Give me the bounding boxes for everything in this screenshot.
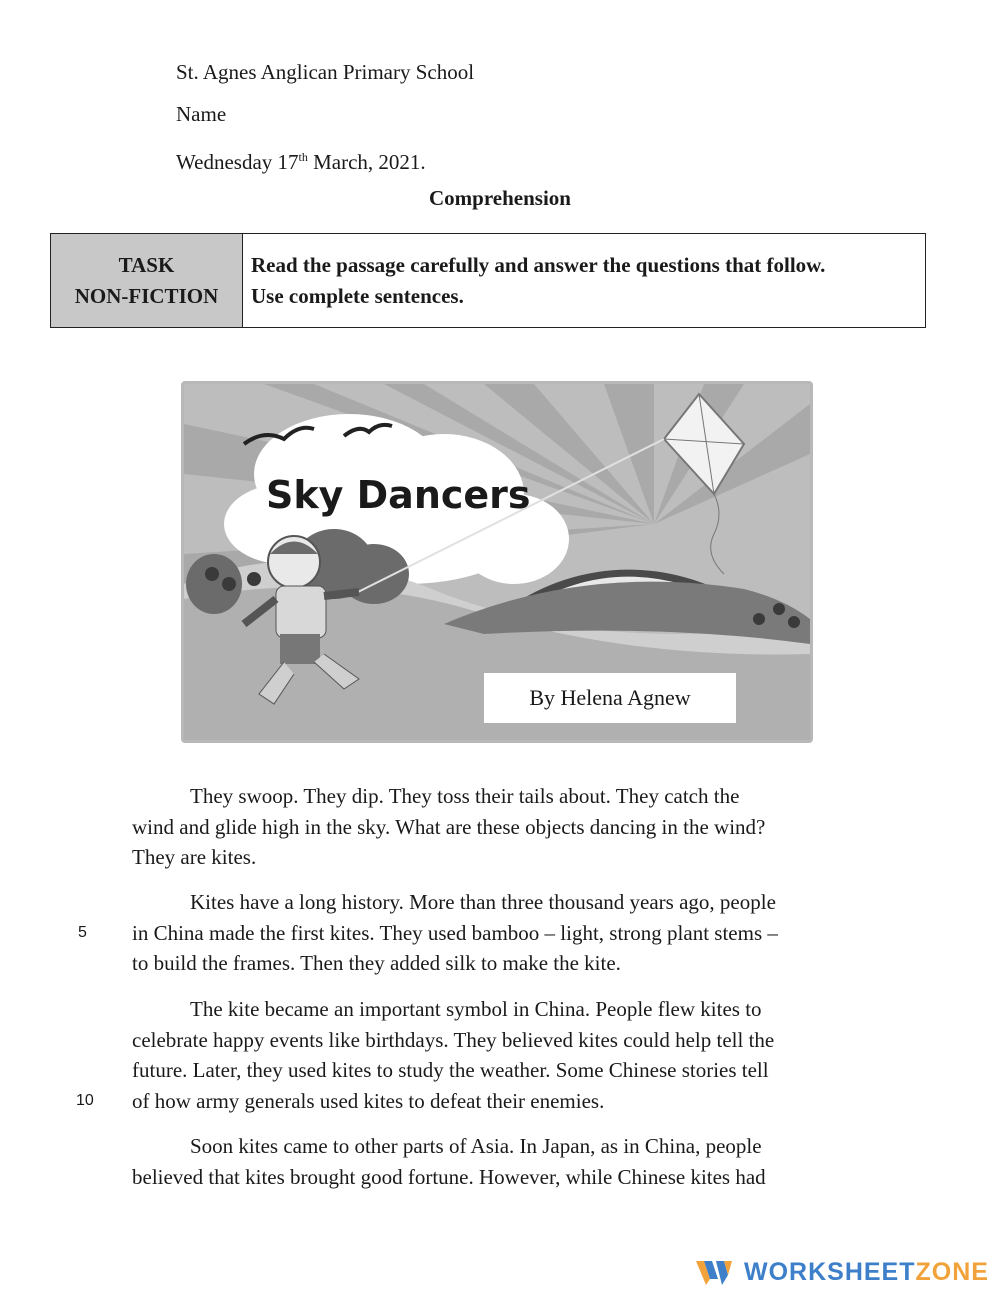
paragraph-1: [132, 781, 852, 873]
passage-line: believed that kites brought good fortune. However, while Chinese kites had: [132, 1164, 766, 1189]
line-number: 5: [78, 924, 87, 941]
date-line: Wednesday 17th March, 2021.: [176, 150, 426, 174]
banner-title: Sky Dancers: [266, 473, 531, 517]
task-label-cell: [51, 234, 243, 327]
paragraph-4: [132, 1131, 852, 1192]
name-label: Name: [176, 102, 227, 126]
sky-dancers-banner: [181, 381, 813, 743]
line-number: 10: [76, 1092, 94, 1109]
instruction-line-2: Use complete sentences.: [251, 284, 464, 308]
byline: By Helena Agnew: [484, 673, 736, 723]
paragraph-2: [132, 887, 852, 979]
instruction-line-1: Read the passage carefully and answer the questions that follow.: [251, 253, 826, 277]
passage-line: wind and glide high in the sky. What are these objects dancing in the wind?: [132, 814, 766, 839]
worksheetzone-w-icon: [696, 1257, 732, 1287]
task-type-label: NON-FICTION: [74, 284, 219, 308]
passage-line: to build the frames. Then they added silk to make the kite.: [132, 951, 621, 975]
passage-line: celebrate happy events like birthdays. They believed kites could help tell the: [132, 1027, 775, 1052]
passage-line: of how army generals used kites to defeat their enemies.: [132, 1088, 605, 1113]
passage-line: They are kites.: [132, 845, 257, 869]
passage-line: They swoop. They dip. They toss their tails about. They catch the: [190, 784, 740, 808]
worksheetzone-logo[interactable]: [696, 1254, 989, 1290]
paragraph-3: [132, 994, 852, 1116]
passage-line: The kite became an important symbol in China. People flew kites to: [190, 997, 762, 1021]
logo-text-worksheet: WORKSHEET: [744, 1257, 916, 1286]
task-instruction-cell: [243, 234, 925, 327]
page-title: Comprehension: [429, 186, 571, 210]
passage-line: Kites have a long history. More than three thousand years ago, people: [190, 890, 776, 914]
task-table: [50, 233, 926, 328]
passage-line: Soon kites came to other parts of Asia. In Japan, as in China, people: [190, 1134, 762, 1158]
passage-line: in China made the first kites. They used bamboo – light, strong plant stems –: [132, 920, 778, 945]
logo-text-zone: ZONE: [915, 1257, 989, 1286]
school-name: St. Agnes Anglican Primary School: [176, 60, 475, 84]
task-label: TASK: [118, 253, 175, 277]
passage-line: future. Later, they used kites to study the weather. Some Chinese stories tell: [132, 1058, 769, 1082]
